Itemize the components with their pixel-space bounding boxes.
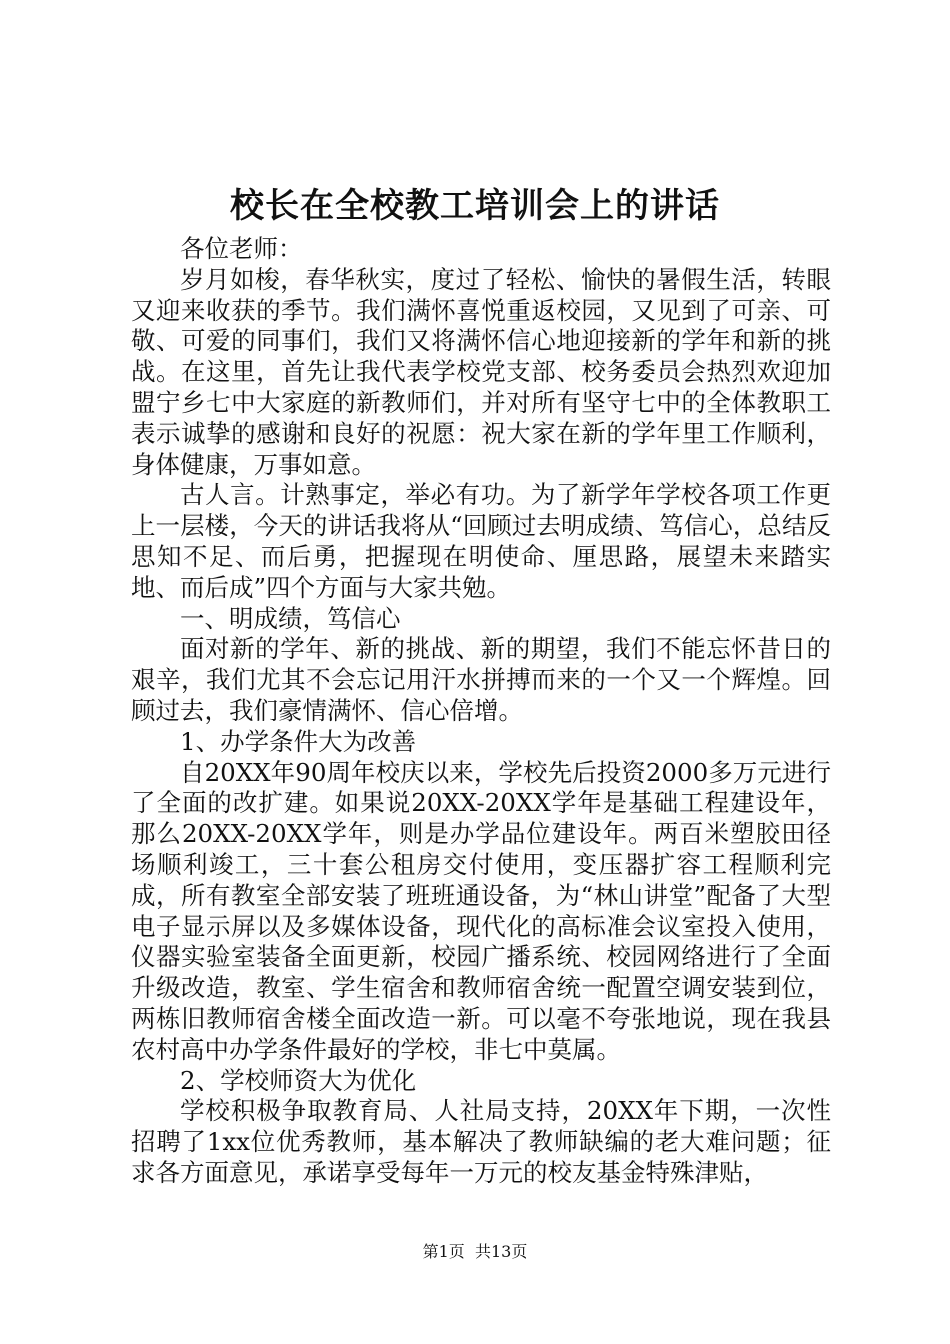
subheading-2: 2、学校师资大为优化 [180, 1065, 417, 1095]
document-body [131, 234, 831, 1189]
document-title: 校长在全校教工培训会上的讲话 [230, 186, 720, 226]
paragraph-teachers: 学校积极争取教育局、人社局支持，20XX年下期，一次性招聘了1xx位优秀教师，基本解决了教师缺编的老大难问题；征求各方面意见，承诺享受每年一万元的校友基金特殊津贴， [131, 1096, 831, 1187]
subheading-1: 1、办学条件大为改善 [180, 726, 417, 756]
paragraph-facilities: 自20XX年90周年校庆以来，学校先后投资2000多万元进行了全面的改扩建。如果说20XX-20XX学年是基础工程建设年，那么20XX-20XX学年，则是办学品位建设年。两百米塑胶田径场顺利竣工，三十套公租房交付使用，变压器扩容工程顺利完成，所有教室全部安装了班班通设备，为“林山讲堂”配备了大型电子显示屏以及多媒体设备，现代化的高标准会议室投入使用，仪器实验室装备全面更新，校园广播系统、校园网络进行了全面升级改造，教室、学生宿舍和教师宿舍统一配置空调安装到位，两栋旧教师宿舍楼全面改造一新。可以毫不夸张地说，现在我县农村高中办学条件最好的学校，非七中莫属。 [131, 757, 831, 1064]
paragraph-opening: 岁月如梭，春华秋实，度过了轻松、愉快的暑假生活，转眼又迎来收获的季节。我们满怀喜悦重返校园，又见到了可亲、可敬、可爱的同事们，我们又将满怀信心地迎接新的学年和新的挑战。在这里，首先让我代表学校党支部、校务委员会热烈欢迎加盟宁乡七中大家庭的新教师们，并对所有坚守七中的全体教职工表示诚挚的感谢和良好的祝愿：祝大家在新的学年里工作顺利，身体健康，万事如意。 [131, 264, 831, 479]
section-heading-1: 一、明成绩，笃信心 [180, 603, 401, 633]
paragraph-outline: 古人言。计熟事定，举必有功。为了新学年学校各项工作更上一层楼，今天的讲话我将从“回顾过去明成绩、笃信心，总结反思知不足、而后勇，把握现在明使命、厘思路，展望未来踏实地、而后成”四个方面与大家共勉。 [131, 480, 831, 602]
paragraph-review: 面对新的学年、新的挑战、新的期望，我们不能忘怀昔日的艰辛，我们尤其不会忘记用汗水拼搏而来的一个又一个辉煌。回顾过去，我们豪情满怀、信心倍增。 [131, 634, 831, 725]
paragraph-greeting: 各位老师： [180, 234, 303, 263]
page-total: 共13页 [474, 1242, 528, 1261]
page-number: 第1页 [422, 1242, 465, 1261]
page-footer [0, 1241, 950, 1263]
